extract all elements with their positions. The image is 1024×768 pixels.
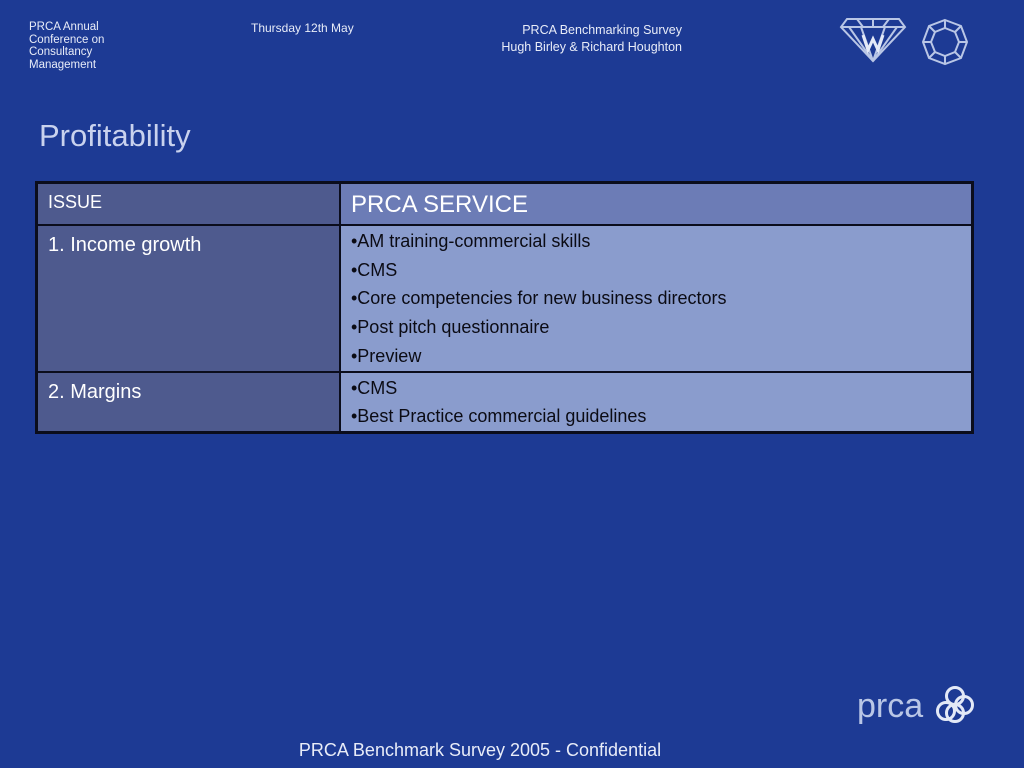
service-item: •Core competencies for new business directors	[351, 288, 727, 309]
issue-cell: 2. Margins	[37, 372, 341, 433]
conference-line: Consultancy	[29, 46, 93, 58]
gem-logo-icon	[921, 18, 969, 66]
profitability-table	[35, 181, 974, 434]
service-item: •CMS	[351, 259, 398, 280]
survey-info	[501, 22, 682, 56]
conference-line: Conference on	[29, 33, 105, 46]
column-header-service: PRCA SERVICE	[340, 183, 973, 226]
survey-title: PRCA Benchmarking Survey	[522, 23, 682, 37]
survey-authors: Hugh Birley & Richard Houghton	[501, 40, 682, 54]
footer-text: PRCA Benchmark Survey 2005 - Confidential	[298, 740, 662, 760]
prca-logo	[855, 680, 975, 728]
conference-label	[29, 21, 139, 71]
service-cell	[340, 372, 973, 433]
service-cell	[340, 225, 973, 372]
table-header-row	[37, 183, 973, 226]
service-item: •Best Practice commercial guidelines	[351, 406, 647, 427]
service-item: •AM training-commercial skills	[351, 231, 591, 251]
conference-line: Management	[29, 58, 97, 71]
service-item: •Post pitch questionnaire	[351, 317, 550, 338]
conference-line: PRCA Annual	[29, 21, 99, 33]
table-row	[37, 372, 973, 433]
service-item: •Preview	[351, 345, 422, 366]
date-label: Thursday 12th May	[251, 21, 354, 35]
diamond-logo-icon	[839, 17, 907, 63]
slide-title: Profitability	[39, 118, 191, 153]
issue-cell: 1. Income growth	[37, 225, 341, 372]
column-header-issue: ISSUE	[37, 183, 341, 226]
table-row	[37, 225, 973, 372]
prca-logo-text: prca	[857, 687, 924, 725]
service-item: •CMS	[351, 377, 398, 398]
